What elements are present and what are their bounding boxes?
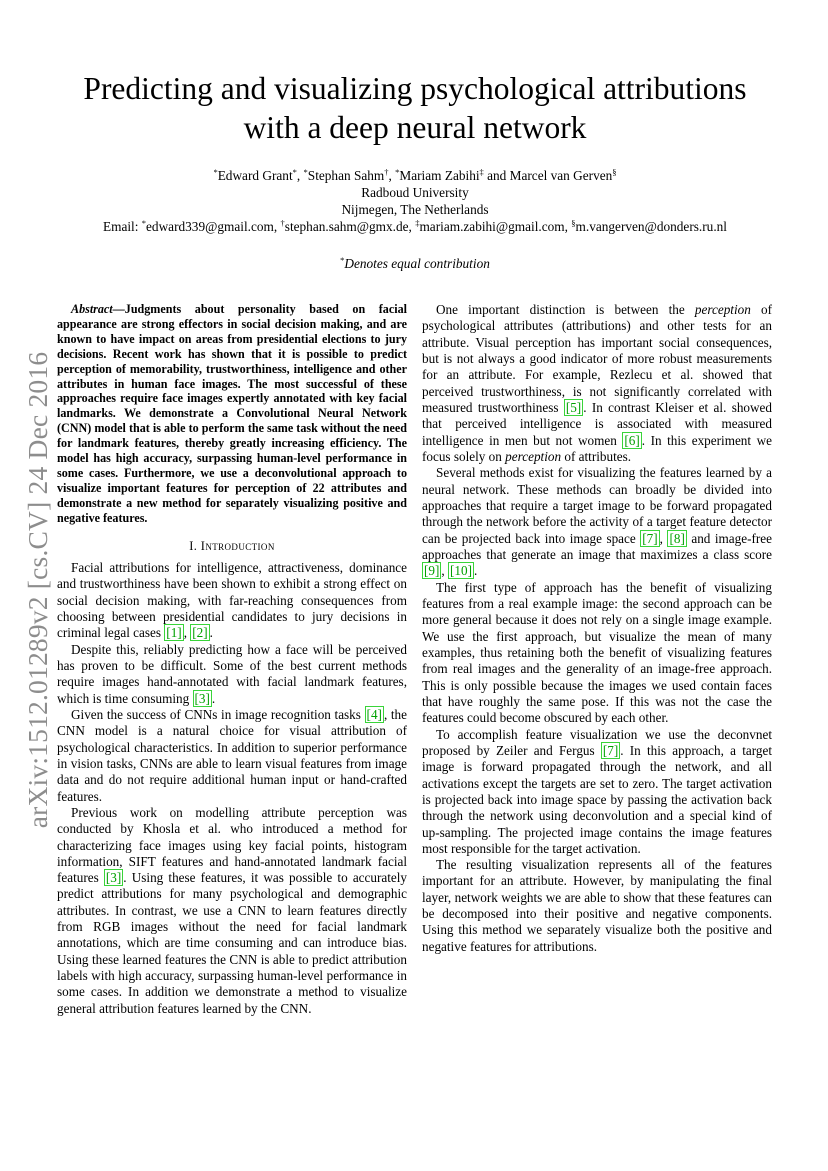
text-run: of attributes. xyxy=(561,448,632,464)
arxiv-id-text: arXiv:1512.01289v2 [cs.CV] 24 Dec 2016 xyxy=(22,351,53,829)
section-title: Introduction xyxy=(200,538,275,553)
dagger-mark: † xyxy=(280,218,285,228)
text-run: , xyxy=(441,563,448,579)
right-column xyxy=(422,302,772,955)
equal-mark: * xyxy=(395,167,400,177)
text-run: . xyxy=(209,625,213,641)
author-4: Marcel van Gerven xyxy=(509,168,613,183)
equal-mark: * xyxy=(213,167,218,177)
title-line-1: Predicting and visualizing psychological attributions xyxy=(83,71,747,106)
emphasis: perception xyxy=(694,302,751,317)
author-3: Mariam Zabihi xyxy=(399,168,480,183)
email-4[interactable]: m.vangerven@donders.ru.nl xyxy=(575,219,727,234)
section-mark: § xyxy=(612,167,617,177)
text-run: , xyxy=(183,625,191,641)
text-run: and image-free approaches that generate an image that maximizes a class score xyxy=(422,530,772,562)
text-run: , the CNN model is a natural choice for visual attribution of psychological characteristics. In addition to superior performance in vision tasks, CNNs are able to learn visual features from image data and do not require additional human input or hand-crafted features. xyxy=(57,706,407,804)
paragraph-6 xyxy=(422,465,772,579)
text-run: . Using these features, it was possible to accurately predict attributions for many psychological and demographic attributes. In contrast, we use a CNN to learn features directly from RGB images without the need for facial landmark annotations, which are time consuming and can introduce bias. Using these learned features the CNN is able to predict attribution labels with high accuracy, surpassing human-level performance in some cases. In addition we demonstrate a method to visualize general attribution features learned by the CNN. xyxy=(57,870,407,1016)
ddagger-mark: ‡ xyxy=(415,218,420,228)
author-block xyxy=(40,167,790,235)
text-run: To accomplish feature visualization we use the deconvnet proposed by Zeiler and Fergus xyxy=(422,726,772,758)
paragraph-2 xyxy=(57,642,407,707)
equal-contribution-note xyxy=(40,256,790,272)
email-3[interactable]: mariam.zabihi@gmail.com xyxy=(419,219,565,234)
abstract-dash: — xyxy=(112,302,125,316)
section-heading-introduction xyxy=(57,538,407,554)
text-run: . xyxy=(211,690,216,706)
email-1[interactable]: edward339@gmail.com xyxy=(146,219,274,234)
author-2: Stephan Sahm xyxy=(307,168,385,183)
text-run: Previous work on modelling attribute perception was conducted by Khosla et al. who introduced a method for characterizing face images using key facial points, histogram information, SIFT features and hand-annotated landmark facial features xyxy=(57,804,407,886)
section-number: I. xyxy=(189,538,201,553)
text-run: Despite this, reliably predicting how a face will be perceived has proven to be difficult. Some of the best current methods require images hand-annotated with facial landmark features, which is time consuming xyxy=(57,641,407,706)
location: Nijmegen, The Netherlands xyxy=(341,202,489,217)
text-run: . In this experiment we focus solely on xyxy=(422,432,772,464)
text-run: . xyxy=(473,563,478,579)
paper-title xyxy=(40,69,790,147)
ddagger-mark: ‡ xyxy=(479,167,484,177)
citation-link[interactable]: [8] xyxy=(669,530,685,546)
emphasis: perception xyxy=(505,448,562,464)
section-mark: § xyxy=(571,218,576,228)
text-run: Given the success of CNNs in image recognition tasks xyxy=(71,706,365,722)
equal-mark: * xyxy=(141,218,147,228)
email-2[interactable]: stephan.sahm@gmx.de xyxy=(284,219,409,234)
affiliation: Radboud University xyxy=(361,185,469,200)
left-column xyxy=(57,302,407,1017)
text-run: . In contrast Kleiser et al. showed that perceived intelligence is associated with measured intelligence in men but not women xyxy=(422,399,772,448)
email-line: Email: *edward339@gmail.com, †stephan.sahm@gmx.de, ‡mariam.zabihi@gmail.com, §m.vangerven@donders.ru.nl xyxy=(103,218,727,234)
text-run: One important distinction is between the xyxy=(436,302,695,317)
paragraph-9: The resulting visualization represents all of the features important for an attribute. However, by manipulating the final layer, network weights we are able to show that these features can be decomposed into their positive and negative components. Using this method we separately visualize both the positive and negative features for attributions. xyxy=(422,857,772,954)
citation-link[interactable]: [9] xyxy=(424,563,440,579)
paragraph-5 xyxy=(422,302,772,465)
equal-mark: * xyxy=(340,255,345,265)
citation-link[interactable]: [6] xyxy=(624,432,640,448)
citation-link[interactable]: [5] xyxy=(565,399,582,415)
email-label: Email: xyxy=(103,219,142,234)
equal-mark: * xyxy=(292,167,297,177)
abstract-text: Judgments about personality based on facial appearance are strong effectors in social decision making, and are known to have impact on areas from presidential elections to jury decisions. Recent work has shown that it is possible to predict perception of memorability, trustworthiness, intelligence and other attributes in human face images. The most successful of these approaches require face images expertly annotated with key facial landmarks. We demonstrate a Convolutional Neural Network (CNN) model that is able to perform the same task without the need for landmark features, thereby greatly increasing efficiency. The model has high accuracy, surpassing human-level performance in some cases. Furthermore, we use a deconvolutional approach to visualize important features for perception of 22 attributes and demonstrate a new method for separately visualizing positive and negative features. xyxy=(57,302,407,525)
citation-link[interactable]: [2] xyxy=(192,625,208,641)
abstract-heading: Abstract xyxy=(71,302,113,316)
author-and: and xyxy=(483,168,510,183)
text-run: Several methods exist for visualizing the features learned by a neural network. These methods can broadly be divided into approaches that require a target image to be forward propagated through the network before the activity of a target feature detector can be projected back into image space xyxy=(422,465,772,546)
author-names: *Edward Grant*, *Stephan Sahm†, *Mariam Zabihi‡ and Marcel van Gerven§ xyxy=(213,167,617,183)
citation-link[interactable]: [7] xyxy=(602,742,619,758)
text-run: of psychological attributes (attributions) and other tests for an attribute. Visual perception has important social consequences, but is not always a good indicator of more robust measurements for an attribute. For example, Rezlecu et al. showed that perceived trustworthiness, is not significantly correlated with measured trustworthiness xyxy=(422,302,772,415)
text-run: Facial attributions for intelligence, attractiveness, dominance and trustworthiness have been shown to exhibit a strong effect on social decision making, with far-reaching consequences from choosing between presidential candidates to jury decisions in criminal legal cases xyxy=(57,559,407,641)
text-run: . In this approach, a target image is forward propagated through the network, and all activations except the targets are set to zero. The target activation is projected back into image space by passing the activation back through the network using deconvolution and a special kind of up-sampling. The projected image contains the image features most responsible for the target activation. xyxy=(422,742,773,856)
paragraph-8 xyxy=(422,727,772,858)
equal-mark: * xyxy=(303,167,308,177)
paragraph-7: The first type of approach has the benefit of visualizing features from a real example image: the second approach can be more general because it does not rely on a single image example. We use the first approach, but visualize the mean of many examples, thus retaining both the benefit of visualizing features from real images and the generality of an image-free approach. This is only possible because the images we used contain faces that have roughly the same pose. If this was not the case the features could become obscured by each other. xyxy=(422,579,772,726)
paragraph-4 xyxy=(57,805,407,1017)
citation-link[interactable]: [4] xyxy=(366,706,382,722)
paragraph-3 xyxy=(57,707,407,805)
equal-contribution-text: Denotes equal contribution xyxy=(344,256,490,271)
citation-link[interactable]: [10] xyxy=(449,563,472,579)
author-1: Edward Grant xyxy=(217,168,293,183)
title-line-2: with a deep neural network xyxy=(243,110,587,145)
citation-link[interactable]: [1] xyxy=(166,625,182,641)
abstract xyxy=(57,302,407,526)
text-run: , xyxy=(659,530,668,546)
dagger-mark: † xyxy=(384,167,389,177)
citation-link[interactable]: [3] xyxy=(194,690,210,706)
citation-link[interactable]: [3] xyxy=(105,870,122,886)
citation-link[interactable]: [7] xyxy=(642,530,658,546)
paragraph-1 xyxy=(57,560,407,642)
